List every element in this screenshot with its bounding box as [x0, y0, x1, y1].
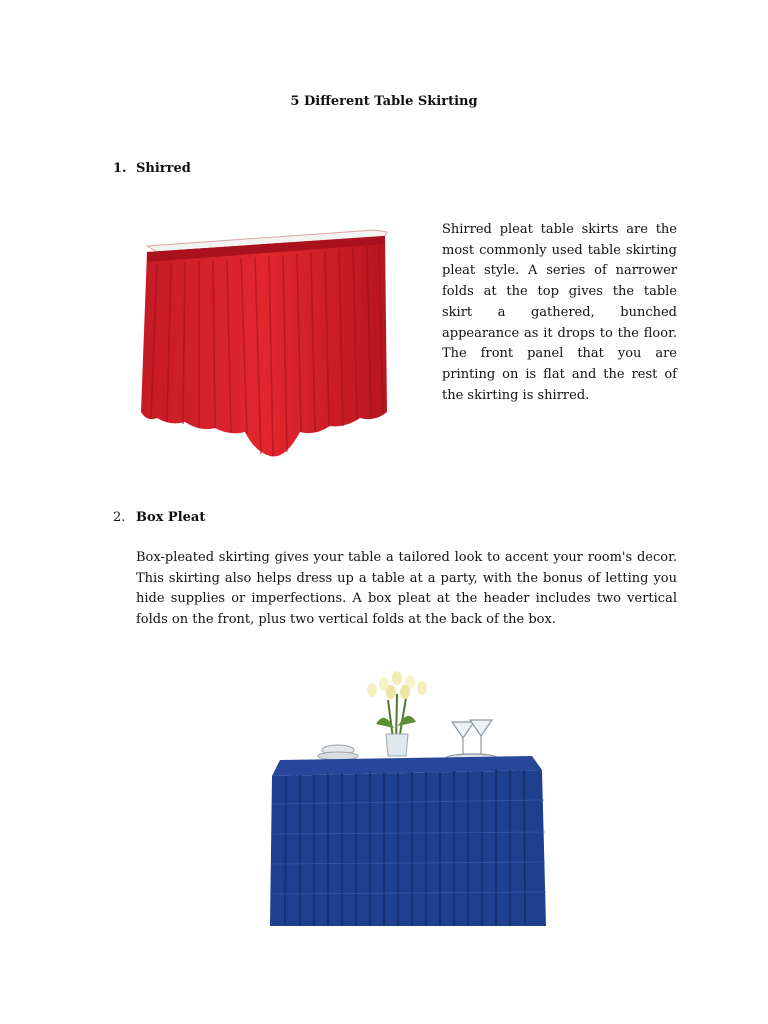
- red-shirred-table-skirt-image: [135, 222, 395, 474]
- shirred-description: Shirred pleat table skirts are the most commonly used table skirting pleat style. A series of narrower folds at the top gives the table skirt a gathered, bunched appearance as it drops to the floor. The front panel that you are printing on is flat and the rest of the skirting is shirred.: [442, 222, 677, 403]
- box-pleat-description: Box-pleated skirting gives your table a tailored look to accent your room's decor. This skirting also helps dress up a table at a party, with the bonus of letting you hide supplies or imperfections. A box pleat at the header includes two vertical folds on the front, plus two vertical folds at the back of the box.: [136, 550, 677, 628]
- section-title: Shirred: [136, 161, 191, 176]
- section-number: 1.: [113, 161, 127, 176]
- section-number: 2.: [113, 510, 126, 525]
- document-title: 5 Different Table Skirting: [290, 94, 478, 109]
- section-title: Box Pleat: [136, 510, 206, 525]
- blue-box-pleat-table-skirt-image: [260, 664, 555, 934]
- section-heading-shirred: [113, 161, 191, 176]
- section-heading-box-pleat: [113, 510, 205, 525]
